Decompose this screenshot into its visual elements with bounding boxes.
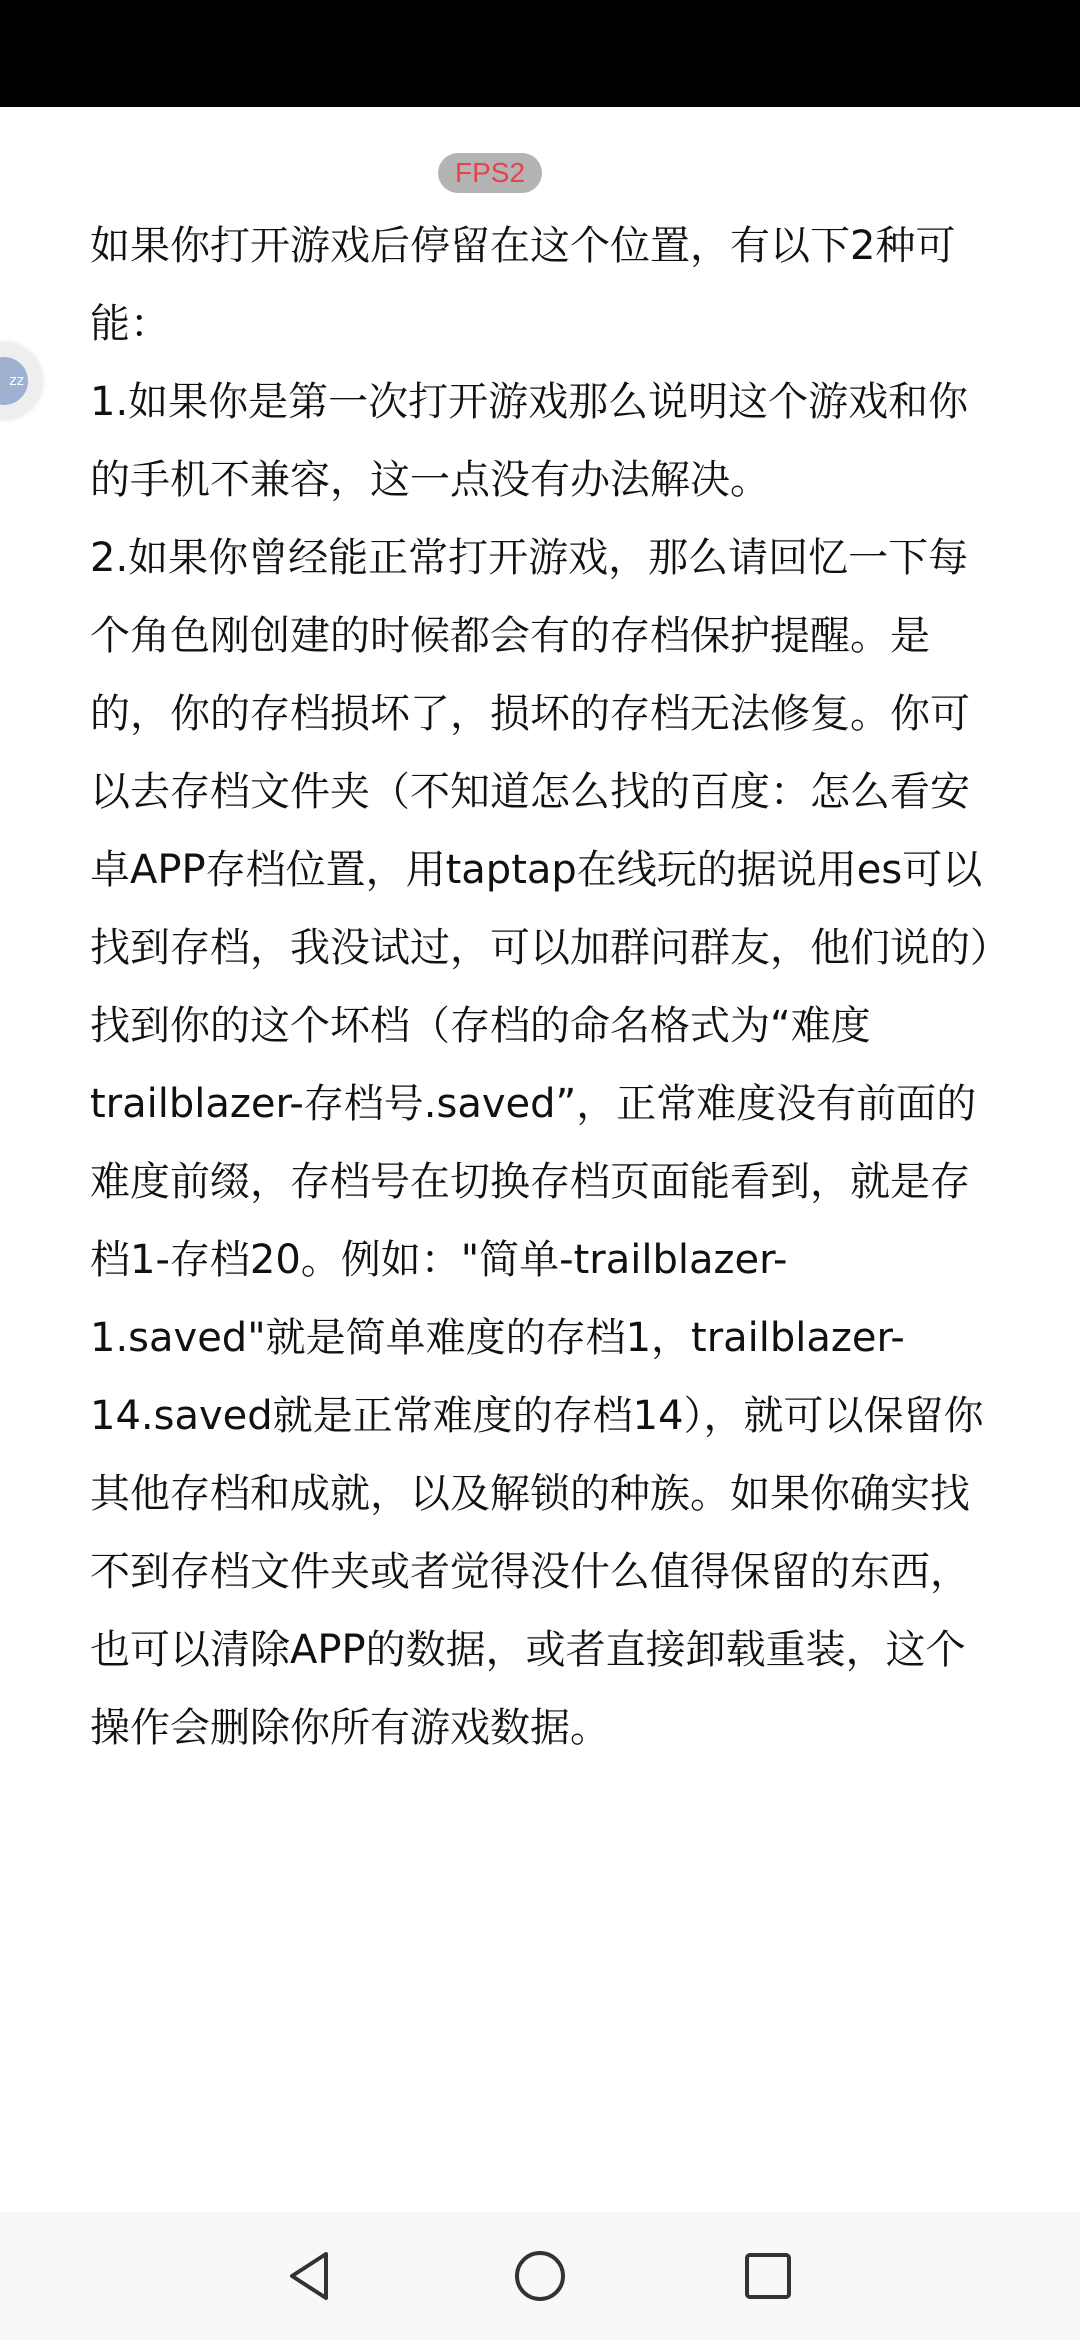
- status-bar: [0, 0, 1080, 107]
- help-message: [90, 207, 990, 1767]
- sleep-icon: zz: [0, 357, 28, 405]
- floating-assistant-bubble[interactable]: [0, 343, 42, 419]
- back-icon: [282, 2248, 338, 2304]
- message-intro: 如果你打开游戏后停留在这个位置，有以下2种可能：: [90, 223, 956, 347]
- message-point-2: 2.如果你曾经能正常打开游戏，那么请回忆一下每个角色刚创建的时候都会有的存档保护提醒。是的，你的存档损坏了，损坏的存档无法修复。你可以去存档文件夹（不知道怎么找的百度：怎么看安卓APP存档位置，用taptap在线玩的据说用es可以找到存档，我没试过，可以加群问群友，他们说的）找到你的这个坏档（存档的命名格式为“难度trailblazer-存档号.saved”，正常难度没有前面的难度前缀，存档号在切换存档页面能看到，就是存档1-存档20。例如："简单-trailblazer-1.saved"就是简单难度的存档1，trailblazer-14.saved就是正常难度的存档14），就可以保留你其他存档和成就，以及解锁的种族。如果你确实找不到存档文件夹或者觉得没什么值得保留的东西，也可以清除APP的数据，或者直接卸载重装，这个操作会删除你所有游戏数据。: [90, 535, 990, 1751]
- recents-icon: [740, 2248, 796, 2304]
- fps-counter-badge: FPS2: [438, 153, 542, 193]
- back-button[interactable]: [270, 2236, 350, 2316]
- home-icon: [512, 2248, 568, 2304]
- recents-button[interactable]: [728, 2236, 808, 2316]
- home-button[interactable]: [500, 2236, 580, 2316]
- system-navigation-bar: [0, 2212, 1080, 2340]
- message-point-1: 1.如果你是第一次打开游戏那么说明这个游戏和你的手机不兼容，这一点没有办法解决。: [90, 379, 969, 503]
- app-content: [0, 107, 1080, 2212]
